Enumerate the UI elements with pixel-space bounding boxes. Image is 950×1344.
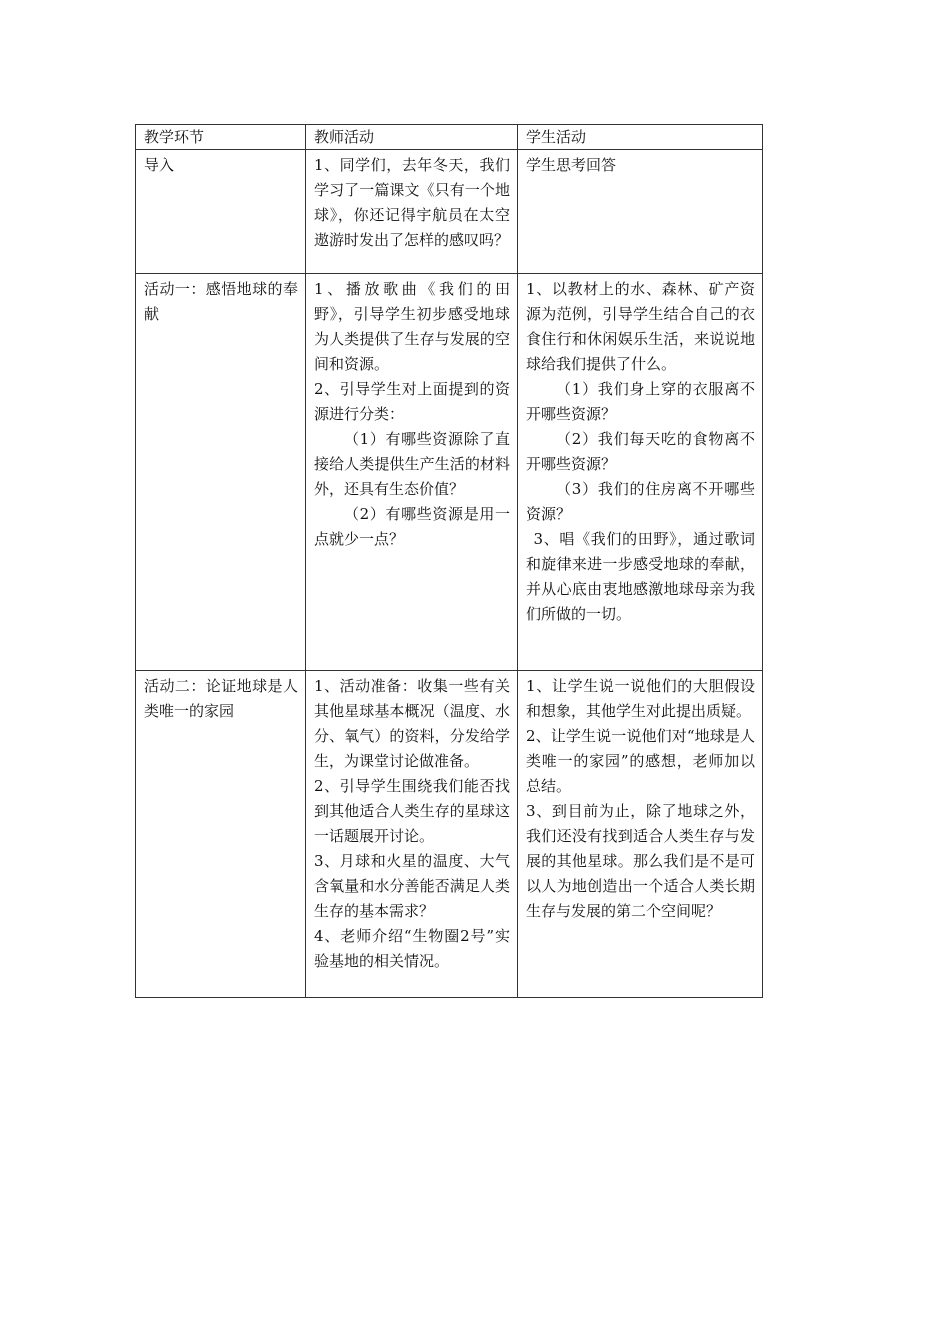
teacher-activity-paragraph: 1、活动准备：收集一些有关其他星球基本概况（温度、水分、氧气）的资料，分发给学生，为课堂讨论做准备。	[314, 677, 510, 770]
student-activity-cell	[518, 671, 763, 998]
student-activity-paragraph: 1、以教材上的水、森林、矿产资源为范例，引导学生结合自己的衣食住行和休闲娱乐生活，来说说地球给我们提供了什么。	[526, 280, 755, 373]
teacher-activity-cell	[306, 671, 518, 998]
teacher-activity-paragraph: 3、月球和火星的温度、大气含氧量和水分善能否满足人类生存的基本需求？	[314, 852, 510, 920]
teacher-activity-paragraph: （1）有哪些资源除了直接给人类提供生产生活的材料外，还具有生态价值？	[314, 430, 510, 498]
student-activity-paragraph: （2）我们每天吃的食物离不开哪些资源？	[526, 430, 755, 473]
teacher-activity-cell	[306, 150, 518, 274]
stage-cell: 活动一：感悟地球的奉献	[136, 274, 306, 671]
student-activity-paragraph: 2、让学生说一说他们对“地球是人类唯一的家园”的感想，老师加以总结。	[526, 727, 755, 795]
header-student-activity: 学生活动	[518, 125, 763, 150]
lesson-plan-table	[135, 124, 763, 998]
header-teacher-activity: 教师活动	[306, 125, 518, 150]
student-activity-paragraph: 3、到目前为止，除了地球之外，我们还没有找到适合人类生存与发展的其他星球。那么我们是不是可以人为地创造出一个适合人类长期生存与发展的第二个空间呢？	[526, 802, 755, 920]
stage-cell: 导入	[136, 150, 306, 274]
header-stage: 教学环节	[136, 125, 306, 150]
teacher-activity-paragraph: 4、老师介绍“生物圈2号”实验基地的相关情况。	[314, 927, 510, 970]
stage-cell: 活动二：论证地球是人类唯一的家园	[136, 671, 306, 998]
teacher-activity-paragraph: 2、引导学生对上面提到的资源进行分类：	[314, 380, 510, 423]
student-activity-cell	[518, 150, 763, 274]
table-row	[136, 274, 763, 671]
table-row	[136, 671, 763, 998]
teacher-activity-paragraph: （2）有哪些资源是用一点就少一点？	[314, 505, 510, 548]
teacher-activity-paragraph: 1、播放歌曲《我们的田野》，引导学生初步感受地球为人类提供了生存与发展的空间和资源。	[314, 280, 510, 373]
table-header-row	[136, 125, 763, 150]
student-activity-paragraph: （3）我们的住房离不开哪些资源？	[526, 480, 755, 523]
student-activity-paragraph: 1、让学生说一说他们的大胆假设和想象，其他学生对此提出质疑。	[526, 677, 755, 720]
student-activity-paragraph: 学生思考回答	[526, 156, 617, 174]
student-activity-cell	[518, 274, 763, 671]
teacher-activity-paragraph: 2、引导学生围绕我们能否找到其他适合人类生存的星球这一话题展开讨论。	[314, 777, 510, 845]
student-activity-paragraph: （1）我们身上穿的衣服离不开哪些资源？	[526, 380, 755, 423]
table-row	[136, 150, 763, 274]
student-activity-paragraph: 3、唱《我们的田野》，通过歌词和旋律来进一步感受地球的奉献，并从心底由衷地感激地球母亲为我们所做的一切。	[526, 530, 755, 623]
teacher-activity-cell	[306, 274, 518, 671]
teacher-activity-paragraph: 1、同学们，去年冬天，我们学习了一篇课文《只有一个地球》，你还记得宇航员在太空遨游时发出了怎样的感叹吗？	[314, 156, 510, 249]
